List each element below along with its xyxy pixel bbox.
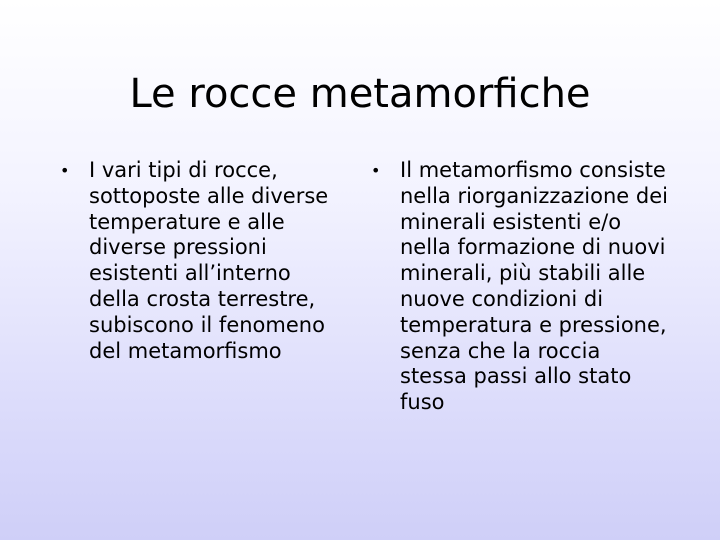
right-column — [368, 158, 668, 416]
bullet-icon: • — [60, 161, 70, 180]
right-bullet-text: Il metamorfismo consiste nella riorganizzazione dei minerali esistenti e/o nella formazione di nuovi minerali, più stabili alle nuove condizioni di temperatura e pressione, senza che la roccia stessa passi allo stato fuso — [400, 158, 668, 415]
slide-title: Le rocce metamorfiche — [129, 71, 591, 117]
right-bullet-item — [368, 158, 668, 416]
left-bullet-item — [57, 158, 347, 364]
left-bullet-text: I vari tipi di rocce, sottoposte alle diverse temperature e alle diverse pressioni esistenti all’interno della crosta terrestre, subiscono il fenomeno del metamorfismo — [89, 158, 329, 363]
bullet-icon: • — [371, 161, 381, 180]
left-column — [57, 158, 347, 364]
